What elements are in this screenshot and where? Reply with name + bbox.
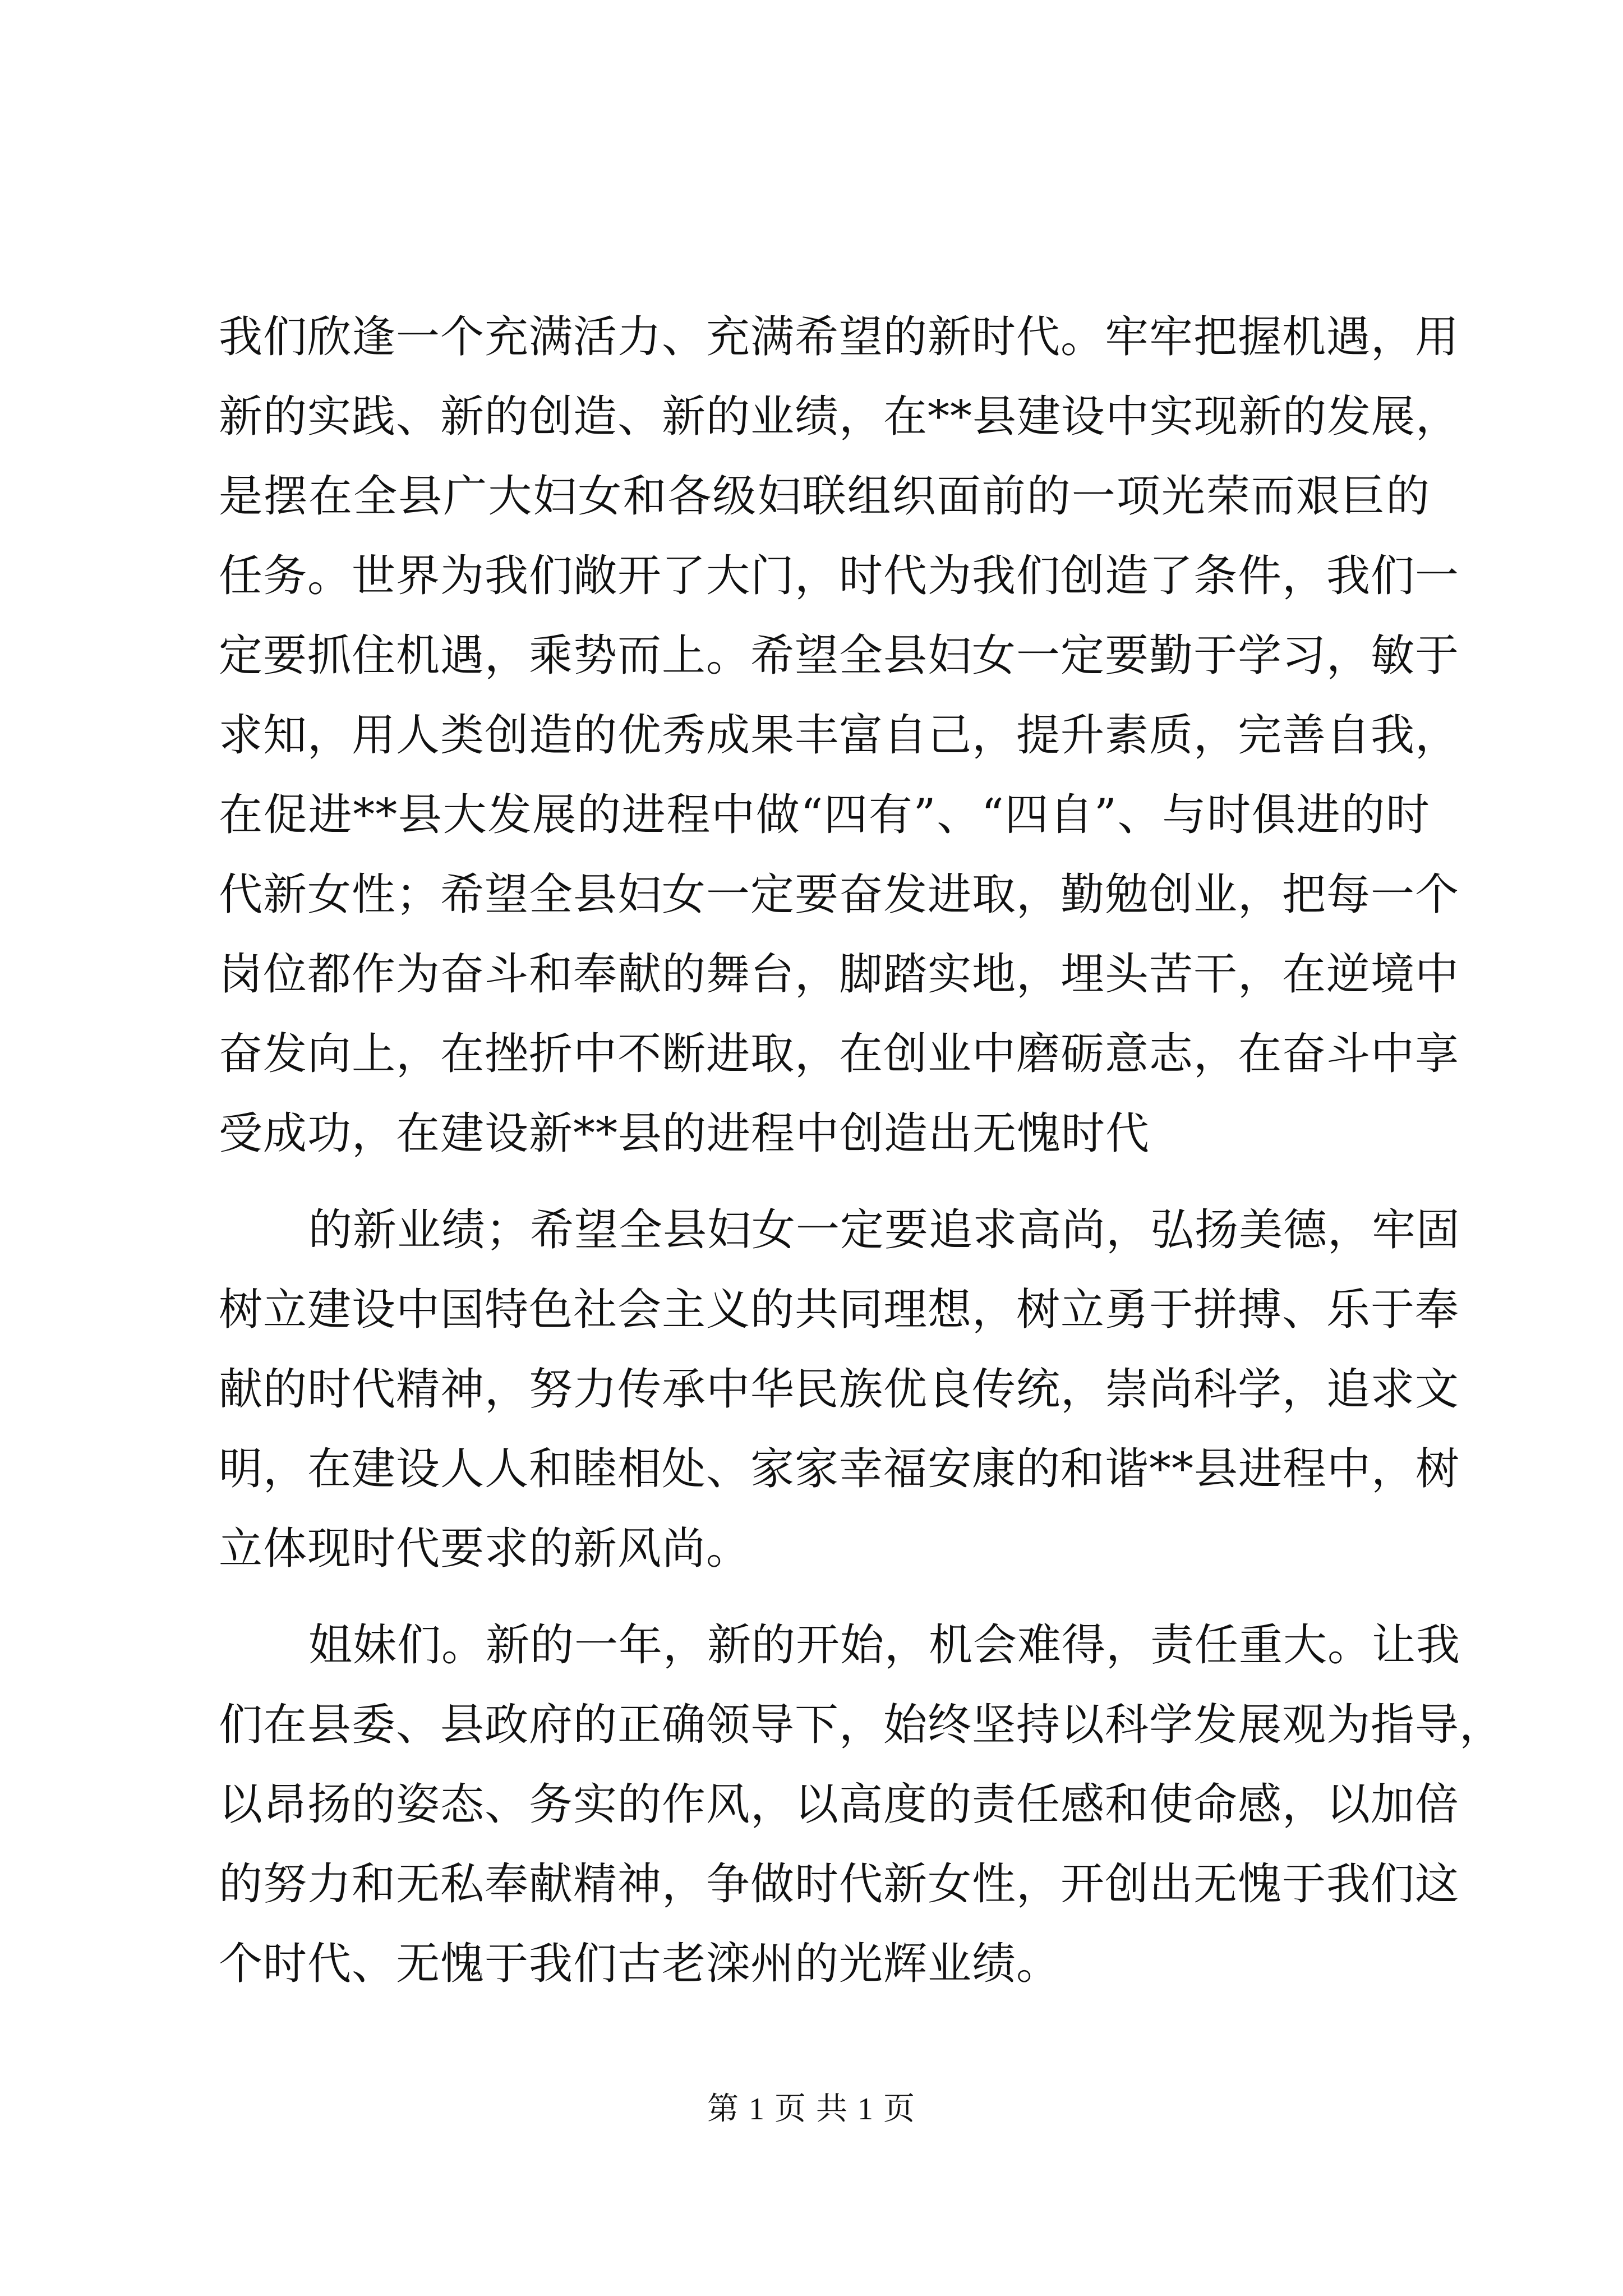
document-body [219,297,1504,2004]
text-line: 受成功，在建设新**县的进程中创造出无愧时代 [219,1108,1150,1159]
page-footer: 第 1 页 共 1 页 [707,2092,916,2127]
text-line: 树立建设中国特色社会主义的共同理想，树立勇于拼搏、乐于奉 [219,1285,1460,1335]
text-line: 个时代、无愧于我们古老滦州的光辉业绩。 [219,1939,1061,1989]
text-line: 以昂扬的姿态、务实的作风，以高度的责任感和使命感，以加倍 [219,1779,1460,1830]
text-line: 定要抓住机遇，乘势而上。希望全县妇女一定要勤于学习，敏于 [219,631,1460,681]
text-line: 的努力和无私奉献精神，争做时代新女性，开创出无愧于我们这 [219,1859,1460,1910]
text-line: 们在县委、县政府的正确领导下，始终坚持以科学发展观为指导， [219,1700,1504,1750]
text-line: 是摆在全县广大妇女和各级妇联组织面前的一项光荣而艰巨的 [219,471,1430,522]
text-line: 新的实践、新的创造、新的业绩，在**县建设中实现新的发展， [219,392,1460,442]
text-line: 代新女性；希望全县妇女一定要奋发进取，勤勉创业，把每一个 [219,869,1460,920]
text-line: 奋发向上，在挫折中不断进取，在创业中磨砺意志，在奋斗中享 [219,1029,1460,1079]
paragraph-gap [219,1174,1430,1190]
text-line: 任务。世界为我们敞开了大门，时代为我们创造了条件，我们一 [219,551,1460,601]
text-line: 求知，用人类创造的优秀成果丰富自己，提升素质，完善自我， [219,710,1460,761]
text-line: 姐妹们。新的一年，新的开始，机会难得，责任重大。让我 [308,1620,1461,1671]
paragraph-1 [219,297,1460,1174]
text-line: 岗位都作为奋斗和奉献的舞台，脚踏实地，埋头苦干，在逆境中 [219,949,1460,1000]
paragraph-3 [219,1605,1504,2004]
paragraph-2 [219,1190,1461,1589]
text-line: 我们欣逢一个充满活力、充满希望的新时代。牢牢把握机遇，用 [219,312,1460,362]
paragraph-gap [219,1589,1430,1605]
text-line: 的新业绩；希望全县妇女一定要追求高尚，弘扬美德，牢固 [308,1205,1461,1255]
text-line: 明，在建设人人和睦相处、家家幸福安康的和谐**县进程中，树 [219,1444,1460,1494]
text-line: 献的时代精神，努力传承中华民族优良传统，崇尚科学，追求文 [219,1364,1460,1415]
text-line: 立体现时代要求的新风尚。 [219,1524,751,1574]
text-line: 在促进**县大发展的进程中做“四有”、“四自”、与时俱进的时 [219,790,1430,840]
